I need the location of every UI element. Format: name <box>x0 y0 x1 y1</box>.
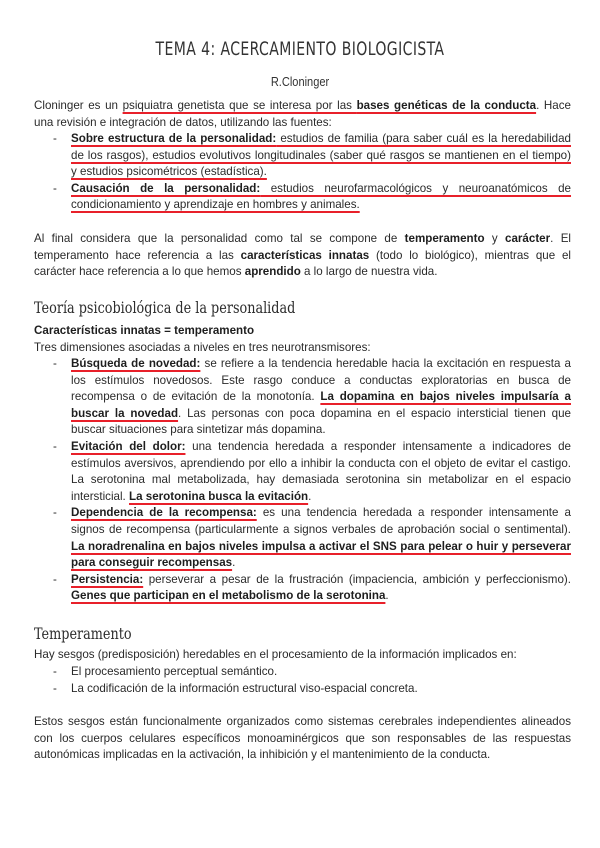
conclusion-text: . El temperamento hace referencia a las <box>34 232 571 262</box>
dimension-text: una tendencia heredada a responder intensamente a indicadores de estímulos aversivos, aprendiendo por ello a inhibir la conducta con el objeto de evitar el castigo. La serotonina mal metabolizada, hay demasiada serotonina sin metabolizar en el espacio intersticial. <box>71 439 571 503</box>
section-heading-temperament: Temperamento <box>34 624 132 643</box>
dimension-key: Genes que participan en el metabolismo de la serotonina <box>71 589 386 603</box>
conclusion-text: y <box>484 232 506 245</box>
dimension-after: . Las personas con poca dopamina en el espacio intersticial tienen que buscar situaciones para sintetizar más dopamina. <box>71 406 571 437</box>
source-text: estudios neurofarmacológicos y neuroanatómicos de condicionamiento y aprendizaje en hombres y animales. <box>71 181 572 212</box>
dimension-label: Evitación del dolor: <box>71 439 186 453</box>
dimension-after: . <box>232 556 236 570</box>
page-title: TEMA 4: ACERCAMIENTO BIOLOGICISTA <box>155 38 445 60</box>
intro-highlight-1: psiquiatra genetista que se interesa por las <box>122 99 357 112</box>
sources-list <box>34 131 571 214</box>
conclusion-paragraph <box>34 231 571 281</box>
temperament-paragraph: Estos sesgos están funcionalmente organizados como sistemas cerebrales independientes alineados con los cuerpos celulares específicos monoaminérgicos que son responsables de las respuestas autonómicas implicadas en la activación, la inhibición y el mantenimiento de la conducta. <box>34 715 571 762</box>
dimension-key: La noradrenalina en bajos niveles impulsa a activar el SNS para pelear o huir y perseverar para conseguir recompensas <box>71 539 571 570</box>
intro-text-1: Cloninger es un <box>34 99 123 112</box>
conclusion-text: a lo largo de nuestra vida. <box>300 265 438 279</box>
bold-term: características innatas <box>240 248 370 262</box>
dimension-key: La dopamina en bajos niveles impulsaría a buscar la novedad <box>71 390 571 420</box>
list-item <box>34 572 571 605</box>
dimension-after: . <box>385 589 389 603</box>
list-item: - La codificación de la información estructural viso-espacial concreta. <box>34 681 571 698</box>
source-label: Causación de la personalidad: <box>71 181 261 195</box>
temperament-list <box>34 664 571 697</box>
bold-term: aprendido <box>244 265 301 279</box>
subheading-text: Características innatas = temperamento <box>34 324 255 337</box>
list-item <box>34 439 571 505</box>
dimension-key: La serotonina busca la evitación <box>129 489 309 503</box>
dimension-text: se refiere a la tendencia heredable hacia la excitación en respuesta a los estímulos novedosos. Este rasgo conduce a conductas exploratorias en busca de recompensa o de evitación de la monotonía. <box>71 357 571 404</box>
list-item <box>34 505 571 571</box>
intro-highlight-2: bases genéticas de la conducta <box>356 99 537 112</box>
source-text: estudios de familia (para saber cuál es la heredabilidad de los rasgos), estudios evolutivos longitudinales (saber qué rasgos se mantienen en el tiempo) y estudios psicométricos (estadística). <box>71 132 571 179</box>
conclusion-text: (todo lo biológico), mientras que el carácter hace referencia a lo que hemos <box>34 248 572 279</box>
dimension-after: . <box>308 489 312 503</box>
section-lead: Tres dimensiones asociadas a niveles en tres neurotransmisores: <box>34 341 371 354</box>
source-label: Sobre estructura de la personalidad: <box>71 132 277 145</box>
temperament-lead: Hay sesgos (predisposición) heredables en el procesamiento de la información implicados en: <box>34 648 517 661</box>
list-item: - El procesamiento perceptual semántico. <box>34 664 571 681</box>
dimension-label: Dependencia de la recompensa: <box>71 506 257 520</box>
dimension-label: Persistencia: <box>71 572 144 586</box>
intro-paragraph <box>34 98 571 131</box>
section-subheading <box>34 323 571 340</box>
dimension-text: perseverar a pesar de la frustración (impaciencia, ambición y perfeccionismo). <box>143 572 571 586</box>
section-heading-theory: Teoría psicobiológica de la personalidad <box>34 298 296 317</box>
dimension-text: es una tendencia heredada a responder intensamente a signos de recompensa (particularmente a signos verbales de aprobación social o sentimental). <box>71 506 571 536</box>
conclusion-text: Al final considera que la personalidad como tal se compone de <box>34 232 405 245</box>
bold-term: temperamento <box>404 232 485 245</box>
intro-text-2: . Hace una revisión e integración de datos, utilizando las fuentes: <box>34 99 571 129</box>
list-item <box>34 356 571 439</box>
bold-term: carácter <box>505 232 551 245</box>
dimension-label: Búsqueda de novedad: <box>71 357 201 370</box>
page-subtitle: R.Cloninger <box>270 74 330 89</box>
dimensions-list <box>34 356 571 605</box>
list-item <box>34 131 571 181</box>
list-item <box>34 181 571 214</box>
